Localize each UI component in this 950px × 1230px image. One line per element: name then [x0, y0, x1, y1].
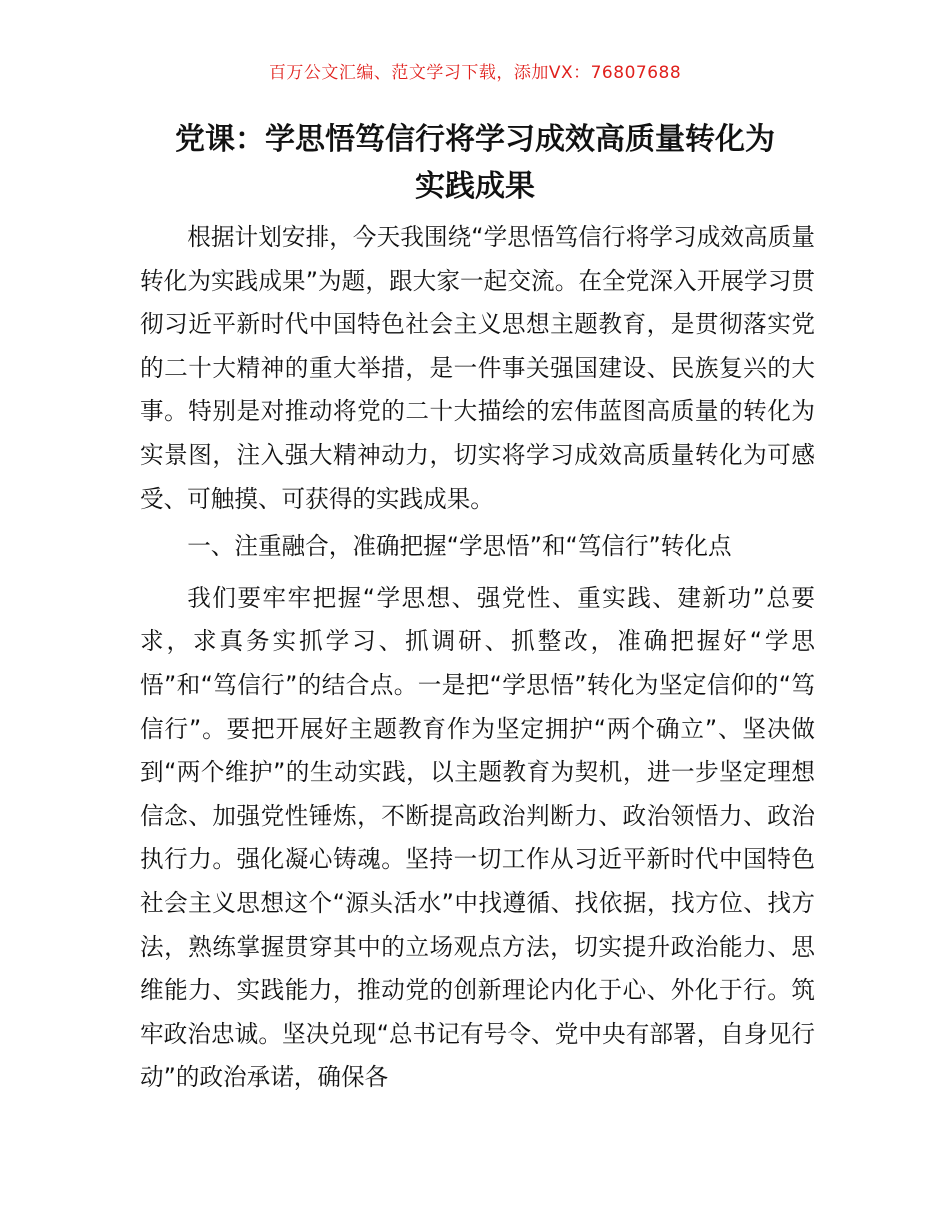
intro-paragraph: 根据计划安排，今天我围绕“学思悟笃信行将学习成效高质量转化为实践成果”为题，跟大家一起交流。在全党深入开展学习贯彻习近平新时代中国特色社会主义思想主题教育，是贯彻落实党的二十大精神的重大举措，是一件事关强国建设、民族复兴的大事。特别是对推动将党的二十大描绘的宏伟蓝图高质量的转化为实景图，注入强大精神动力，切实将学习成效高质量转化为可感受、可触摸、可获得的实践成果。 [140, 223, 815, 513]
title-line-2: 实践成果 [415, 169, 535, 204]
title-line-1: 党课：学思悟笃信行将学习成效高质量转化为 [175, 122, 775, 157]
header-watermark-note: 百万公文汇编、范文学习下载，添加VX：76807688 [268, 63, 682, 83]
document-body [140, 216, 815, 1100]
document-title [120, 116, 830, 210]
section-1-paragraph: 我们要牢牢把握“学思想、强党性、重实践、建新功”总要求，求真务实抓学习、抓调研、抓整改，准确把握好“学思悟”和“笃信行”的结合点。一是把“学思悟”转化为坚定信仰的“笃信行”。要把开展好主题教育作为坚定拥护“两个确立”、坚决做到“两个维护”的生动实践，以主题教育为契机，进一步坚定理想信念、加强党性锤炼，不断提高政治判断力、政治领悟力、政治执行力。强化凝心铸魂。坚持一切工作从习近平新时代中国特色社会主义思想这个“源头活水”中找遵循、找依据，找方位、找方法，熟练掌握贯穿其中的立场观点方法，切实提升政治能力、思维能力、实践能力，推动党的创新理论内化于心、外化于行。筑牢政治忠诚。坚决兑现“总书记有号令、党中央有部署，自身见行动”的政治承诺，确保各 [140, 583, 815, 1092]
section-1-heading: 一、注重融合，准确把握“学思悟”和“笃信行”转化点 [187, 532, 732, 561]
